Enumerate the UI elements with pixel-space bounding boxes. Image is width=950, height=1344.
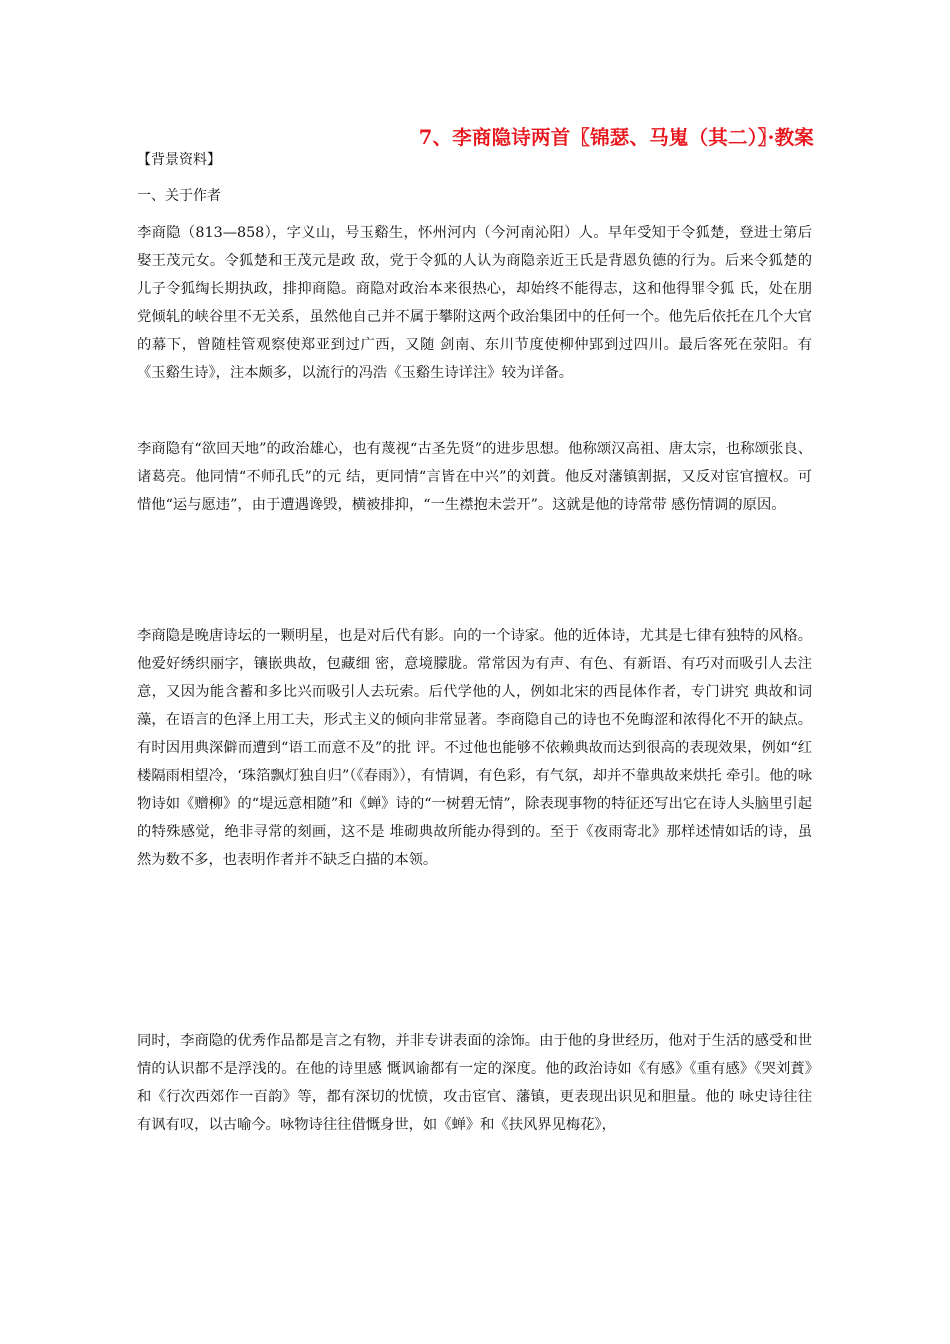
document-title: 7、李商隐诗两首〖锦瑟、马嵬（其二）〗·教案 xyxy=(418,126,814,149)
paragraph-author-bio: 李商隐（813—858），字义山，号玉谿生，怀州河内（今河南沁阳）人。早年受知于令狐楚，登进士第后娶王茂元女。令狐楚和王茂元是政 敌，党于令狐的人认为商隐亲近王氏是背恩负德的行为。后来令狐楚的儿子令狐绹长期执政，排抑商隐。商隐对政治本来很热心，却始终不能得志，这和他得罪令狐 氏，处在朋党倾轧的峡谷里不无关系，虽然他自己并不属于攀附这两个政治集团中的任何一个。他先后依托在几个大官的幕下，曾随桂管观察使郑亚到过广西，又随 剑南、东川节度使柳仲郢到过四川。最后客死在荥阳。有《玉谿生诗》，注本颇多，以流行的冯浩《玉谿生诗详注》较为详备。 xyxy=(137,225,812,381)
paragraph-poetic-style: 李商隐是晚唐诗坛的一颗明星，也是对后代有影。向的一个诗家。他的近体诗，尤其是七律有独特的风格。他爱好绣织丽字，镶嵌典故，包藏细 密，意境朦胧。常常因为有声、有色、有新语、有巧对而吸引人去注意，又因为能含蓄和多比兴而吸引人去玩索。后代学他的人，例如北宋的西昆体作者，专门讲究 典故和词藻，在语言的色泽上用工夫，形式主义的倾向非常显著。李商隐自己的诗也不免晦涩和浓得化不开的缺点。有时因用典深僻而遭到“语工而意不及”的批 评。不过他也能够不依赖典故而达到很高的表现效果，例如“红楼隔雨相望冷，‘珠箔飘灯独自归”（《春雨》），有情调，有色彩，有气氛，却并不靠典故来烘托 牵引。他的咏物诗如《赠柳》的“堤远意相随”和《蝉》诗的“一树碧无情”，除表现事物的特征还写出它在诗人头脑里引起的特殊感觉，绝非寻常的刻画，这不是 堆砌典故所能办得到的。至于《夜雨寄北》那样述情如话的诗，虽然为数不多，也表明作者并不缺乏白描的本领。 xyxy=(137,628,812,868)
section-label: 【背景资料】 xyxy=(137,152,221,168)
paragraph-political-views: 李商隐有“欲回天地”的政治雄心，也有蔑视“古圣先贤”的进步思想。他称颂汉高祖、唐太宗，也称颂张良、诸葛亮。他同情“不师孔氏”的元 结，更同情“言皆在中兴”的刘蕡。他反对藩镇割据，又反对宦官擅权。可惜他“运与愿违”，由于遭遇谗毁，横被排抑，“一生襟抱未尝开”。这就是他的诗常带 感伤情调的原因。 xyxy=(137,441,812,513)
paragraph-works-depth: 同时，李商隐的优秀作品都是言之有物，并非专讲表面的涂饰。由于他的身世经历，他对于生活的感受和世情的认识都不是浮浅的。在他的诗里感 慨讽谕都有一定的深度。他的政治诗如《有感》《重有感》《哭刘蕡》和《行次西郊作一百韵》等，都有深切的忧愤，攻击宦官、藩镇，更表现出识见和胆量。他的 咏史诗往往有讽有叹，以古喻今。咏物诗往往借慨身世，如《蝉》和《扶风界见梅花》， xyxy=(137,1033,812,1133)
subsection-heading: 一、关于作者 xyxy=(137,188,221,204)
